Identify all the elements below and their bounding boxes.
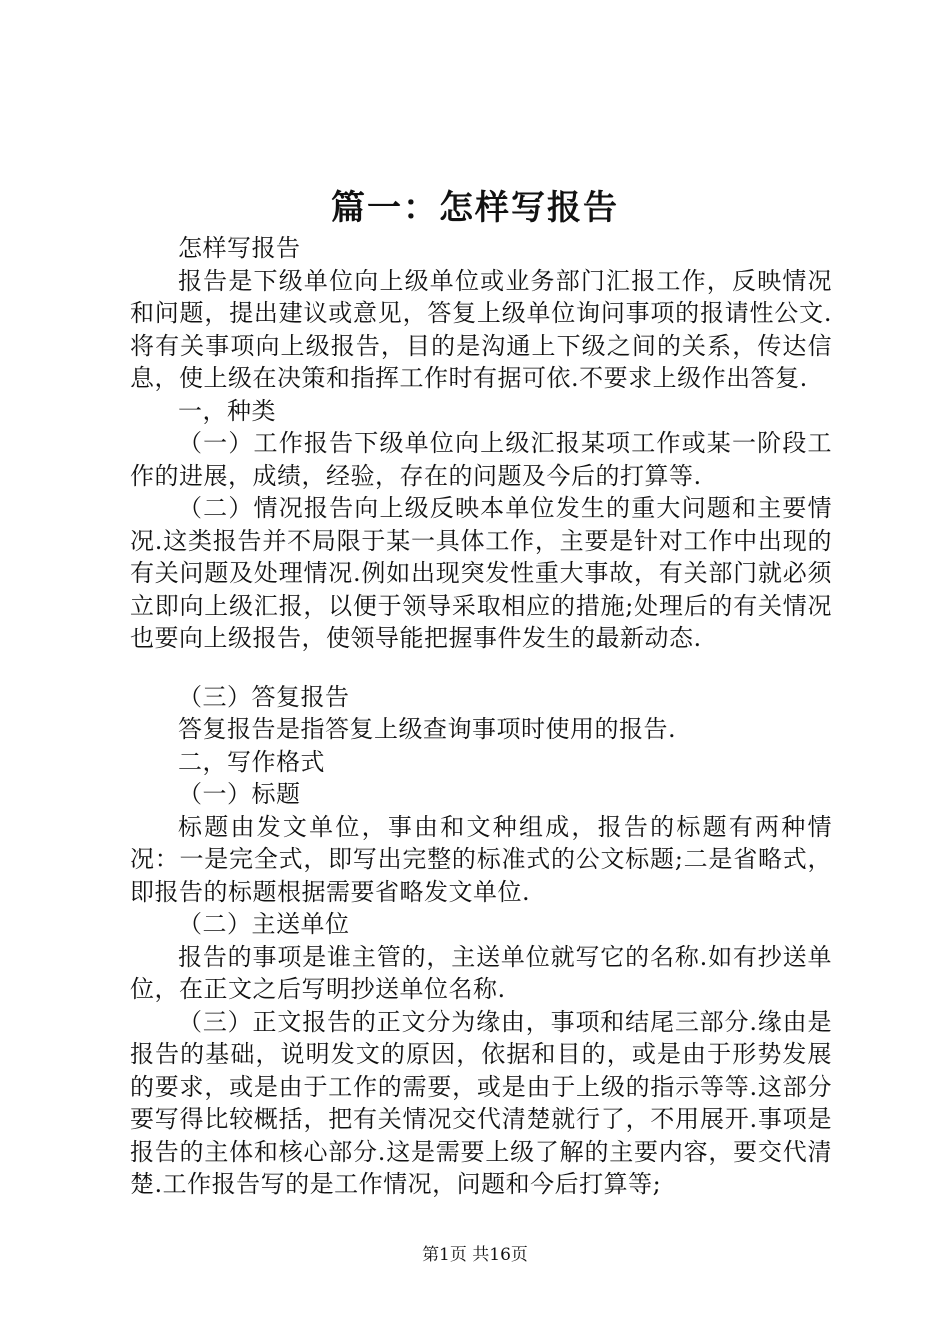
subsection-heading: （二）主送单位	[178, 910, 350, 938]
subsection-heading: （三）答复报告	[178, 682, 350, 711]
document-title: 篇一：怎样写报告	[331, 188, 619, 228]
document-body	[130, 232, 832, 1201]
section-heading: 一，种类	[178, 396, 276, 425]
paragraph: 答复报告是指答复上级查询事项时使用的报告.	[178, 715, 677, 743]
paragraph: 怎样写报告	[178, 234, 301, 262]
subsection-heading: （一）标题	[178, 780, 301, 808]
paragraph: （三）正文报告的正文分为缘由，事项和结尾三部分.缘由是报告的基础，说明发文的原因，依据和目的，或是由于形势发展的要求，或是由于工作的需要，或是由于上级的指示等等.这部分要写得比较概括，把有关情况交代清楚就行了，不用展开.事项是报告的主体和核心部分.这是需要上级了解的主要内容，要交代清楚.工作报告写的是工作情况，问题和今后打算等;	[130, 1007, 832, 1198]
paragraph: （一）工作报告下级单位向上级汇报某项工作或某一阶段工作的进展，成绩，经验，存在的问题及今后的打算等.	[130, 429, 832, 490]
paragraph: 标题由发文单位，事由和文种组成，报告的标题有两种情况：一是完全式，即写出完整的标准式的公文标题;二是省略式，即报告的标题根据需要省略发文单位.	[130, 812, 832, 906]
paragraph: （二）情况报告向上级反映本单位发生的重大问题和主要情况.这类报告并不局限于某一具体工作，主要是针对工作中出现的有关问题及处理情况.例如出现突发性重大事故，有关部门就必须立即向上级汇报，以便于领导采取相应的措施;处理后的有关情况也要向上级报告，使领导能把握事件发生的最新动态.	[130, 494, 832, 652]
paragraph: 报告是下级单位向上级单位或业务部门汇报工作，反映情况和问题，提出建议或意见，答复上级单位询问事项的报请性公文.将有关事项向上级报告，目的是沟通上下级之间的关系，传达信息，使上级在决策和指挥工作时有据可依.不要求上级作出答复.	[130, 266, 832, 392]
page-footer: 第1页 共16页	[422, 1245, 528, 1265]
paragraph: 报告的事项是谁主管的，主送单位就写它的名称.如有抄送单位，在正文之后写明抄送单位名称.	[130, 942, 832, 1003]
section-heading: 二，写作格式	[178, 747, 325, 776]
